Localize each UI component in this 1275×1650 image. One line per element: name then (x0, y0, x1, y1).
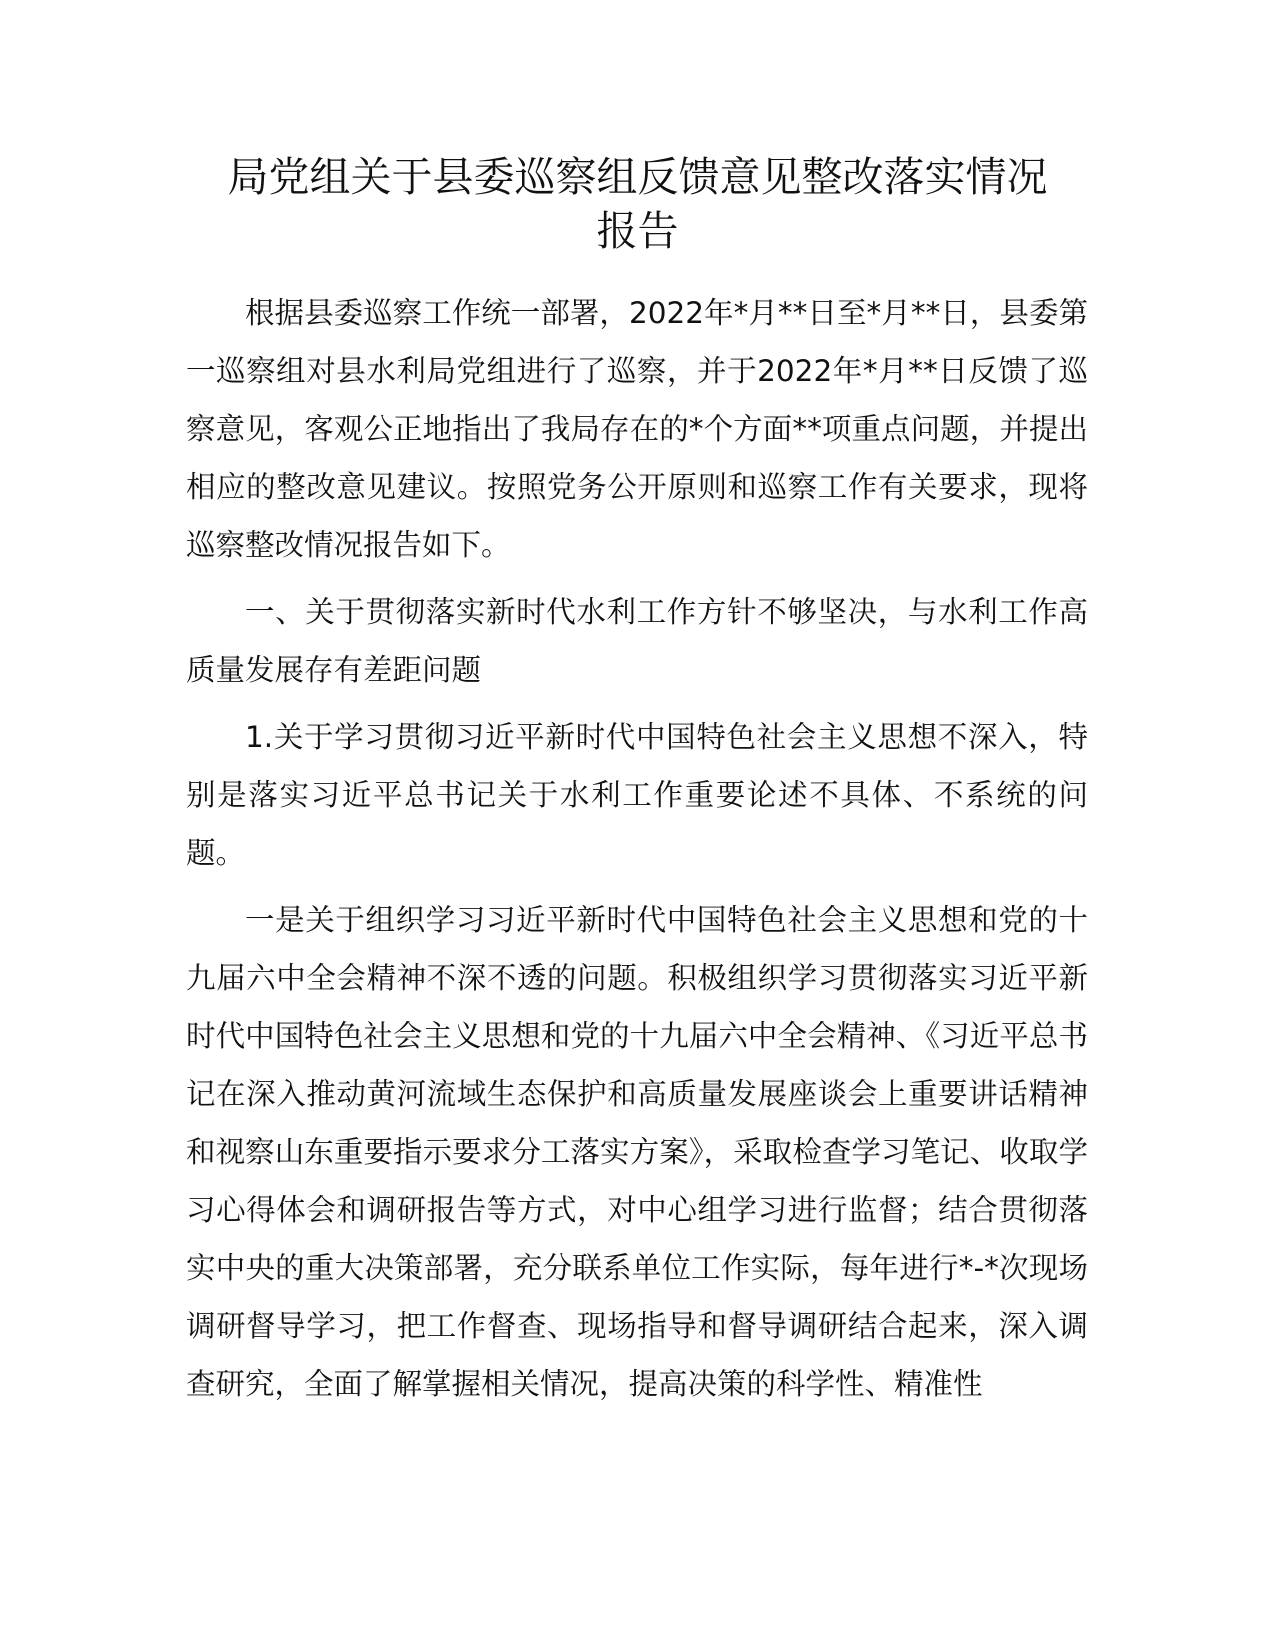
section-heading-1: 一、关于贯彻落实新时代水利工作方针不够坚决，与水利工作高质量发展存有差距问题 (186, 595, 1088, 687)
document-title (160, 150, 1115, 258)
subsection-heading-1: 1.关于学习贯彻习近平新时代中国特色社会主义思想不深入，特别是落实习近平总书记关于水利工作重要论述不具体、不系统的问题。 (186, 720, 1088, 870)
title-line-1: 局党组关于县委巡察组反馈意见整改落实情况 (227, 153, 1048, 201)
title-line-2: 报告 (596, 207, 679, 255)
intro-paragraph: 根据县委巡察工作统一部署，2022年*月**日至*月**日，县委第一巡察组对县水利局党组进行了巡察，并于2022年*月**日反馈了巡察意见，客观公正地指出了我局存在的*个方面**项重点问题，并提出相应的整改意见建议。按照党务公开原则和巡察工作有关要求，现将巡察整改情况报告如下。 (186, 296, 1088, 562)
body-paragraph: 一是关于组织学习习近平新时代中国特色社会主义思想和党的十九届六中全会精神不深不透的问题。积极组织学习贯彻落实习近平新时代中国特色社会主义思想和党的十九届六中全会精神、《习近平总书记在深入推动黄河流域生态保护和高质量发展座谈会上重要讲话精神和视察山东重要指示要求分工落实方案》，采取检查学习笔记、收取学习心得体会和调研报告等方式，对中心组学习进行监督；结合贯彻落实中央的重大决策部署，充分联系单位工作实际，每年进行*-*次现场调研督导学习，把工作督查、现场指导和督导调研结合起来，深入调查研究，全面了解掌握相关情况，提高决策的科学性、精准性 (186, 903, 1088, 1401)
document-body (186, 284, 1088, 1413)
